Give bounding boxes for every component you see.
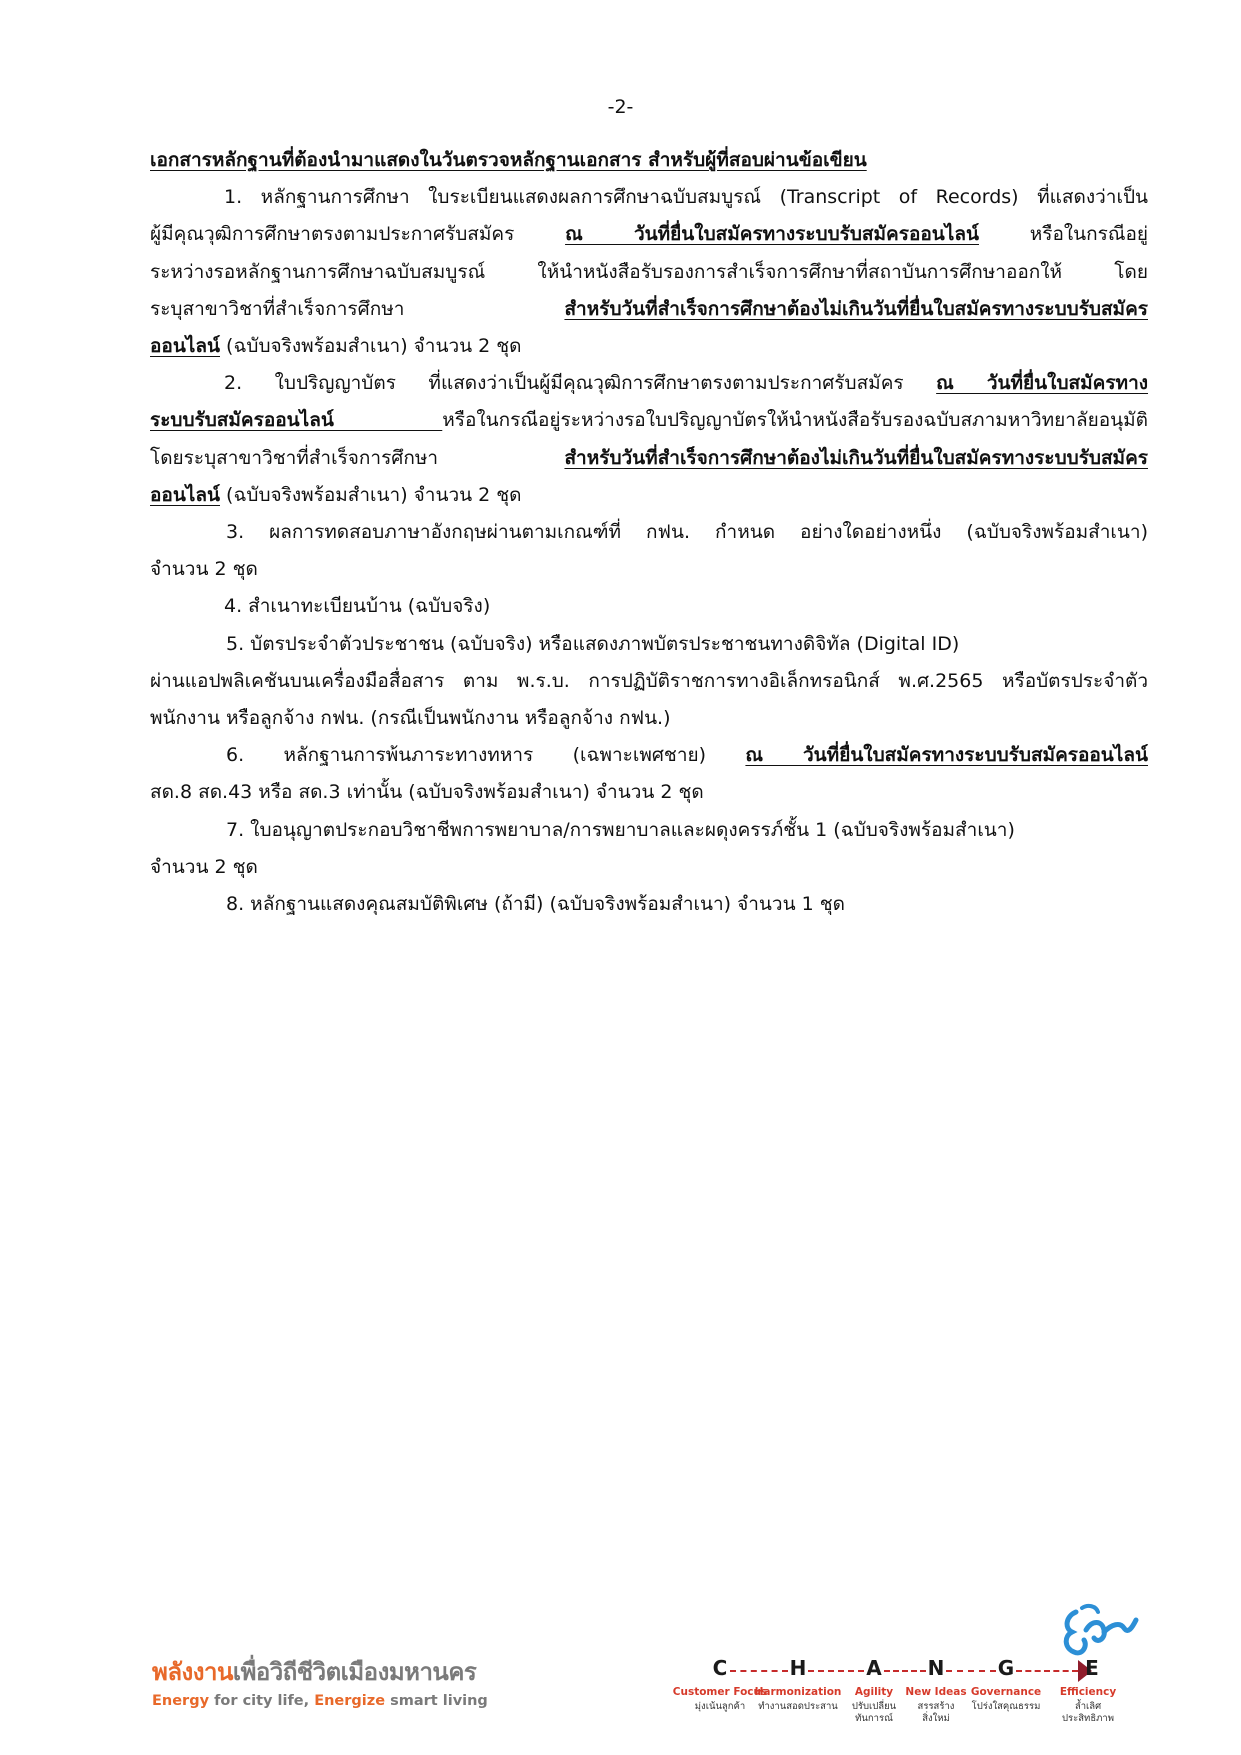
slogan-en-text: smart living [385, 1693, 488, 1709]
item-2-emphasis-online: ออนไลน์ [150, 483, 220, 506]
change-value-thai-line: ปรับเปลี่ยน [851, 1701, 897, 1712]
change-value-thai [758, 1701, 838, 1713]
item-2-emphasis-date: ณ วันที่ยื่นใบสมัครทาง [936, 372, 1149, 395]
item-8-line-1: 8. หลักฐานแสดงคุณสมบัติพิเศษ (ถ้ามี) (ฉบับจริงพร้อมสำเนา) จำนวน 1 ชุด [226, 893, 845, 916]
change-value-label: Agility [854, 1686, 894, 1698]
item-1-emphasis-online: ออนไลน์ [150, 335, 220, 358]
change-value-thai-line: โปร่งใสคุณธรรม [971, 1701, 1041, 1712]
change-value-label: Governance [970, 1686, 1042, 1698]
change-connector-dash [730, 1670, 788, 1672]
item-7-line-2: จำนวน 2 ชุด [150, 855, 258, 878]
slogan-en-energy: Energy [152, 1693, 210, 1709]
change-letter-c: C [712, 1656, 728, 1680]
item-5-line-2: ผ่านแอปพลิเคชันบนเครื่องมือสื่อสาร ตาม พ.ร.บ. การปฏิบัติราชการทางอิเล็กทรอนิกส์ พ.ศ.2565 หรือบัตรประจำตัว [150, 669, 1148, 692]
item-1-text: หรือในกรณีอยู่ [978, 223, 1148, 246]
slogan-english [152, 1693, 488, 1709]
change-value-thai-line: สรรสร้าง [917, 1701, 955, 1712]
change-letter-n: N [927, 1656, 945, 1680]
item-3-line-1: 3. ผลการทดสอบภาษาอังกฤษผ่านตามเกณฑ์ที่ กฟน. กำหนด อย่างใดอย่างหนึ่ง (ฉบับจริงพร้อมสำเนา) [226, 521, 1148, 544]
item-2-text: หรือในกรณีอยู่ระหว่างรอใบปริญญาบัตรให้นำหนังสือรับรองฉบับสภามหาวิทยาลัยอนุมัติ [442, 409, 1148, 432]
item-3-line-2: จำนวน 2 ชุด [150, 558, 258, 581]
change-value-thai-line: ประสิทธิภาพ [1062, 1713, 1114, 1724]
slogan-thai [152, 1652, 488, 1691]
change-values-logo [674, 1656, 1144, 1746]
item-4-line-1: 4. สำเนาทะเบียนบ้าน (ฉบับจริง) [224, 595, 491, 618]
item-2-text: 2. ใบปริญญาบัตร ที่แสดงว่าเป็นผู้มีคุณวุฒิการศึกษาตรงตามประกาศรับสมัคร [224, 372, 937, 395]
item-7-line-1: 7. ใบอนุญาตประกอบวิชาชีพการพยาบาล/การพยาบาลและผดุงครรภ์ชั้น 1 (ฉบับจริงพร้อมสำเนา) [226, 818, 1015, 841]
slogan-thai-highlight: พลังงาน [152, 1658, 233, 1686]
slogan-en-text: for city life, [209, 1693, 315, 1709]
change-value-thai [918, 1701, 955, 1725]
item-5-line-3: พนักงาน หรือลูกจ้าง กฟน. (กรณีเป็นพนักงาน หรือลูกจ้าง กฟน.) [150, 707, 671, 730]
item-1-text: ระบุสาขาวิชาที่สำเร็จการศึกษา [150, 297, 565, 320]
change-value-label: Efficiency [1059, 1686, 1117, 1698]
change-letter-g: G [997, 1656, 1015, 1680]
item-6-text: 6. หลักฐานการพ้นภาระทางทหาร (เฉพาะเพศชาย) [226, 744, 746, 767]
section-heading: เอกสารหลักฐานที่ต้องนำมาแสดงในวันตรวจหลักฐานเอกสาร สำหรับผู้ที่สอบผ่านข้อเขียน [150, 149, 867, 171]
change-value-thai-line: ทำงานสอดประสาน [758, 1701, 838, 1712]
item-2-line-2 [150, 402, 1148, 439]
item-1-line-5 [150, 328, 1148, 365]
item-2-line-4 [150, 477, 1148, 514]
change-value-label: Customer Focus [672, 1686, 768, 1698]
item-1-line-1: 1. หลักฐานการศึกษา ใบระเบียนแสดงผลการศึกษาฉบับสมบูรณ์ (Transcript of Records) ที่แสดงว่าเป็น [224, 186, 1148, 209]
item-2-line-1 [150, 365, 1148, 402]
change-value-label: New Ideas [905, 1686, 967, 1698]
item-2-emphasis-online: ระบบรับสมัครออนไลน์ [150, 409, 443, 432]
change-value-thai-line: ทันการณ์ [855, 1713, 893, 1724]
item-6-line-1 [150, 737, 1148, 774]
change-value-thai [972, 1701, 1041, 1713]
footer-slogan [152, 1652, 488, 1709]
change-value-label: Harmonization [754, 1686, 842, 1698]
change-connector-dash [946, 1670, 996, 1672]
document-body [150, 142, 1148, 923]
slogan-thai-rest: เพื่อวิถีชีวิตเมืองมหานคร [232, 1658, 477, 1686]
change-connector-dash [884, 1670, 926, 1672]
change-value-thai [852, 1701, 896, 1725]
change-letter-e: E [1085, 1656, 1099, 1680]
item-2-line-3 [150, 440, 1148, 477]
mascot-logo-icon [1058, 1602, 1142, 1668]
item-1-emphasis-completion: สำหรับวันที่สำเร็จการศึกษาต้องไม่เกินวันที่ยื่นใบสมัครทางระบบรับสมัคร [564, 297, 1148, 320]
change-value-thai [695, 1701, 745, 1713]
change-connector-dash [808, 1670, 864, 1672]
change-value-thai-line: ล้ำเลิศ [1074, 1701, 1102, 1712]
item-1-line-2 [150, 216, 1148, 253]
item-6-line-2: สด.8 สด.43 หรือ สด.3 เท่านั้น (ฉบับจริงพร้อมสำเนา) จำนวน 2 ชุด [150, 781, 704, 804]
change-letter-a: A [866, 1656, 882, 1680]
item-1-line-3: ระหว่างรอหลักฐานการศึกษาฉบับสมบูรณ์ ให้นำหนังสือรับรองการสำเร็จการศึกษาที่สถาบันการศึกษาออกให้ โดย [150, 260, 1148, 283]
change-letter-h: H [789, 1656, 807, 1680]
item-2-text: โดยระบุสาขาวิชาที่สำเร็จการศึกษา [150, 446, 565, 469]
item-2-emphasis-completion: สำหรับวันที่สำเร็จการศึกษาต้องไม่เกินวันที่ยื่นใบสมัครทางระบบรับสมัคร [564, 446, 1148, 469]
page-number: -2- [607, 96, 634, 118]
item-6-emphasis-date: ณ วันที่ยื่นใบสมัครทางระบบรับสมัครออนไลน์ [745, 744, 1148, 767]
item-1-text: ผู้มีคุณวุฒิการศึกษาตรงตามประกาศรับสมัคร [150, 223, 566, 246]
item-1-text: (ฉบับจริงพร้อมสำเนา) จำนวน 2 ชุด [220, 335, 522, 358]
item-1-line-4 [150, 291, 1148, 328]
item-2-text: (ฉบับจริงพร้อมสำเนา) จำนวน 2 ชุด [220, 483, 522, 506]
change-connector-dash [1016, 1670, 1078, 1672]
change-value-thai [1062, 1701, 1114, 1725]
change-value-thai-line: มุ่งเน้นลูกค้า [694, 1701, 746, 1712]
change-value-thai-line: สิ่งใหม่ [922, 1713, 950, 1724]
slogan-en-energize: Energize [314, 1693, 386, 1709]
item-1-emphasis-date: ณ วันที่ยื่นใบสมัครทางระบบรับสมัครออนไลน์ [565, 223, 979, 246]
item-5-line-1: 5. บัตรประจำตัวประชาชน (ฉบับจริง) หรือแสดงภาพบัตรประชาชนทางดิจิทัล (Digital ID) [226, 632, 960, 655]
